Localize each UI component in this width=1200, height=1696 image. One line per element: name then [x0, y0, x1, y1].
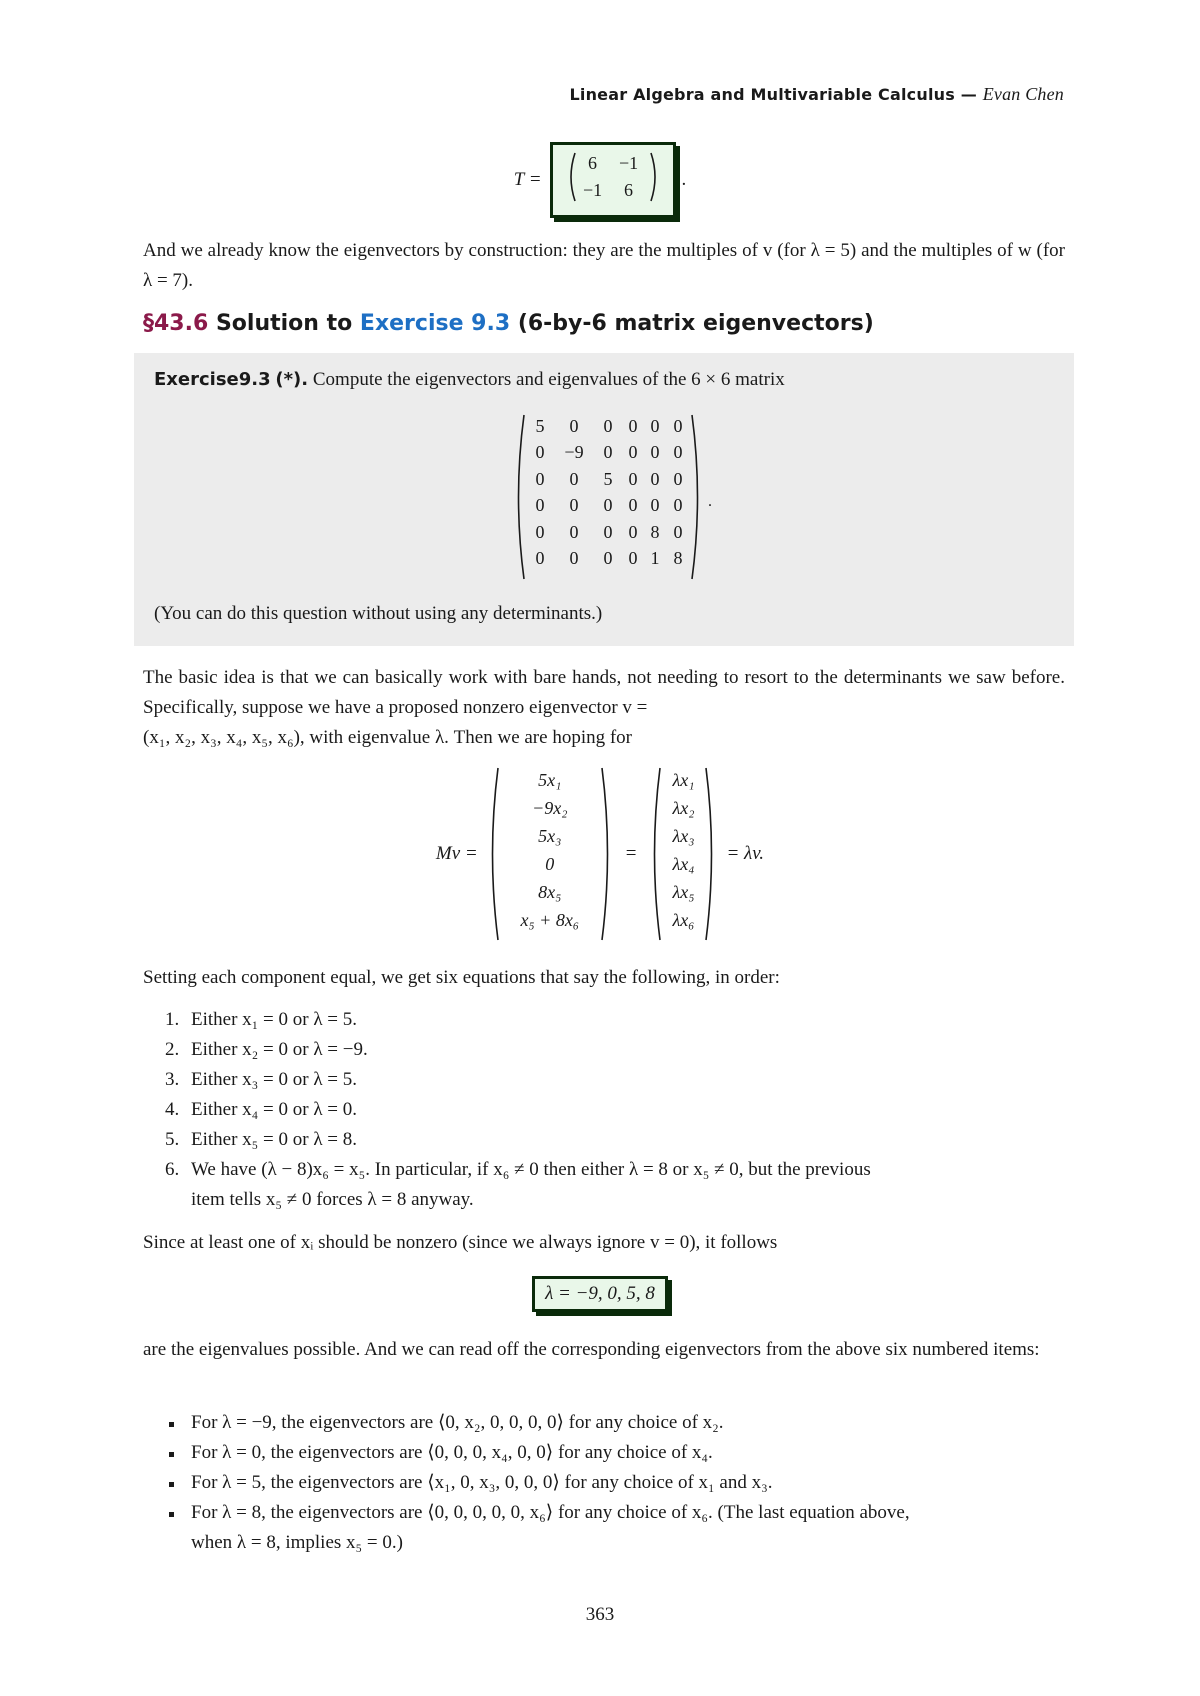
- paragraph-since: Since at least one of xᵢ should be nonzero (since we always ignore v = 0), it follows: [143, 1232, 778, 1253]
- conditions-list: [143, 1005, 1065, 1215]
- condition-item: [143, 1155, 1065, 1215]
- vector-entry: −9x₂: [532, 797, 568, 818]
- vector-entry: λx₂: [672, 797, 695, 818]
- item-text-continued: when λ = 8, implies x₅ = 0.): [191, 1532, 403, 1553]
- matrix-cell: 0: [569, 521, 579, 542]
- vector-entry: 8x₅: [538, 881, 562, 902]
- eq-Mv-equals: =: [625, 843, 637, 864]
- exercise-ref-link[interactable]: 9.3: [238, 369, 271, 390]
- item-text: For λ = 8, the eigenvectors are ⟨0, 0, 0, 0, 0, x₆⟩ for any choice of x₆. (The last equation above,: [191, 1502, 910, 1523]
- matrix-cell: 0: [628, 442, 638, 463]
- t-cell: −1: [582, 180, 603, 200]
- vector-entry: 0: [545, 853, 555, 874]
- book-author: Evan Chen: [982, 84, 1064, 104]
- matrix-cell: 0: [650, 415, 660, 436]
- running-header: [569, 84, 1064, 105]
- matrix-cell: 8: [650, 521, 660, 542]
- condition-item: [143, 1095, 1065, 1125]
- section-heading: [143, 311, 874, 336]
- eq-T-end: .: [681, 169, 687, 190]
- section-number: §43.6: [143, 311, 209, 336]
- section-title-post: (6-by-6 matrix eigenvectors): [517, 311, 874, 336]
- paragraph-are: are the eigenvalues possible. And we can read off the corresponding eigenvectors from the above six numbered items:: [143, 1339, 1040, 1360]
- item-marker: 5.: [165, 1129, 180, 1150]
- item-text: Either x₂ = 0 or λ = −9.: [191, 1039, 368, 1060]
- matrix-cell: −9: [564, 442, 584, 463]
- item-marker: 3.: [165, 1069, 180, 1090]
- boxed-T-matrix: [550, 142, 676, 218]
- vector-entry: λx₅: [672, 881, 695, 902]
- matrix-cell: 5: [535, 415, 545, 436]
- eigenvector-item: [143, 1498, 1065, 1558]
- bullet-icon: [169, 1512, 174, 1517]
- vector-entry: x₅ + 8x₆: [520, 909, 580, 930]
- exercise-marker: (*).: [275, 369, 309, 390]
- bullet-icon: [169, 1452, 174, 1457]
- boxed-eigenvalues: λ = −9, 0, 5, 8: [532, 1276, 668, 1312]
- basic-idea-text2: (x₁, x₂, x₃, x₄, x₅, x₆), with eigenvalue λ. Then we are hoping for: [143, 727, 632, 748]
- matrix-cell: 0: [535, 548, 545, 569]
- vector-entry: λx₁: [672, 769, 695, 790]
- matrix-cell: 0: [603, 415, 613, 436]
- exercise-statement: [154, 369, 785, 391]
- book-title: Linear Algebra and Multivariable Calculus: [569, 85, 955, 104]
- matrix-cell: 0: [673, 495, 683, 516]
- matrix-cell: 0: [569, 495, 579, 516]
- matrix-cell: 8: [673, 548, 683, 569]
- condition-item: [143, 1005, 1065, 1035]
- eigenvector-item: [143, 1438, 1065, 1468]
- item-text: Either x₄ = 0 or λ = 0.: [191, 1099, 358, 1120]
- equation-T: [0, 142, 1200, 218]
- exercise-link[interactable]: Exercise 9.3: [359, 311, 511, 336]
- exercise-matrix: [512, 413, 712, 581]
- matrix-cell: 0: [569, 415, 579, 436]
- item-marker: 4.: [165, 1099, 180, 1120]
- equation-Mv: [0, 766, 1200, 942]
- exercise-prompt: Compute the eigenvectors and eigenvalues of the 6 × 6 matrix: [312, 369, 785, 390]
- header-separator: —: [960, 85, 977, 104]
- exercise-label: Exercise: [154, 369, 239, 390]
- bullet-icon: [169, 1482, 174, 1487]
- matrix-cell: 0: [628, 468, 638, 489]
- matrix-cell: 0: [569, 468, 579, 489]
- matrix-cell: 1: [650, 548, 660, 569]
- item-text: For λ = 0, the eigenvectors are ⟨0, 0, 0, x₄, 0, 0⟩ for any choice of x₄.: [191, 1442, 713, 1463]
- t-cell: 6: [588, 153, 598, 173]
- item-text: Either x₅ = 0 or λ = 8.: [191, 1129, 358, 1150]
- equation-lambda: [0, 1276, 1200, 1312]
- matrix-cell: 0: [603, 495, 613, 516]
- matrix-cell: 0: [535, 442, 545, 463]
- eigenvectors-list: [143, 1408, 1065, 1558]
- matrix-cell: 0: [628, 521, 638, 542]
- matrix-cell: 0: [673, 468, 683, 489]
- matrix-cell: 0: [673, 521, 683, 542]
- matrix-cell: 0: [603, 442, 613, 463]
- matrix-cell: 0: [650, 495, 660, 516]
- eigenvector-item: [143, 1468, 1065, 1498]
- paragraph-setting: Setting each component equal, we get six equations that say the following, in order:: [143, 967, 780, 988]
- eq-Mv-rhs: = λv.: [726, 843, 765, 864]
- paragraph-eigen-known: And we already know the eigenvectors by construction: they are the multiples of v (for λ = 5) and the multiples of w (for λ = 7).: [143, 240, 1065, 291]
- matrix-cell: 0: [673, 442, 683, 463]
- matrix-cell: 5: [603, 468, 613, 489]
- matrix-cell: 0: [603, 521, 613, 542]
- matrix-cell: 0: [628, 548, 638, 569]
- item-marker: 2.: [165, 1039, 180, 1060]
- item-text: Either x₁ = 0 or λ = 5.: [191, 1009, 358, 1030]
- matrix-cell: 0: [535, 521, 545, 542]
- vector-entry: λx₆: [672, 909, 695, 930]
- matrix-cell: 0: [650, 468, 660, 489]
- matrix-cell: 0: [650, 442, 660, 463]
- eq-T-lhs: T =: [513, 169, 542, 190]
- eigenvector-item: [143, 1408, 1065, 1438]
- item-text: Either x₃ = 0 or λ = 5.: [191, 1069, 358, 1090]
- item-text-continued: item tells x₅ ≠ 0 forces λ = 8 anyway.: [191, 1189, 474, 1210]
- vector-entry: λx₄: [672, 853, 695, 874]
- section-title-pre: Solution to: [215, 311, 353, 336]
- t-cell: −1: [618, 153, 639, 173]
- item-marker: 1.: [165, 1009, 180, 1030]
- item-text: For λ = −9, the eigenvectors are ⟨0, x₂, 0, 0, 0, 0⟩ for any choice of x₂.: [191, 1412, 724, 1433]
- t-cell: 6: [624, 180, 634, 200]
- page-number: 363: [585, 1604, 615, 1625]
- vector-entry: 5x₃: [538, 825, 562, 846]
- bullet-icon: [169, 1422, 174, 1427]
- paragraph-basic-idea: [143, 663, 1065, 753]
- vector-entry: 5x₁: [538, 769, 562, 790]
- condition-item: [143, 1065, 1065, 1095]
- eq-Mv-lhs: Mv =: [435, 843, 478, 864]
- condition-item: [143, 1125, 1065, 1155]
- matrix-cell: 0: [673, 415, 683, 436]
- matrix-cell: 0: [628, 415, 638, 436]
- exercise-note: (You can do this question without using any determinants.): [154, 603, 603, 624]
- item-text: For λ = 5, the eigenvectors are ⟨x₁, 0, x₃, 0, 0, 0⟩ for any choice of x₁ and x₃.: [191, 1472, 773, 1493]
- item-text: We have (λ − 8)x₆ = x₅. In particular, if x₆ ≠ 0 then either λ = 8 or x₅ ≠ 0, but the previous: [191, 1159, 871, 1180]
- item-marker: 6.: [165, 1159, 180, 1180]
- matrix-cell: 0: [535, 495, 545, 516]
- condition-item: [143, 1035, 1065, 1065]
- matrix-cell: 0: [628, 495, 638, 516]
- matrix-cell: 0: [603, 548, 613, 569]
- basic-idea-text1: The basic idea is that we can basically work with bare hands, not needing to resort to the determinants we saw before. Specifically, suppose we have a proposed nonzero eigenvector v =: [143, 667, 1065, 718]
- matrix-cell: 0: [535, 468, 545, 489]
- exercise-box: [134, 353, 1074, 646]
- exercise-matrix-end: .: [708, 493, 712, 510]
- matrix-cell: 0: [569, 548, 579, 569]
- vector-entry: λx₃: [672, 825, 695, 846]
